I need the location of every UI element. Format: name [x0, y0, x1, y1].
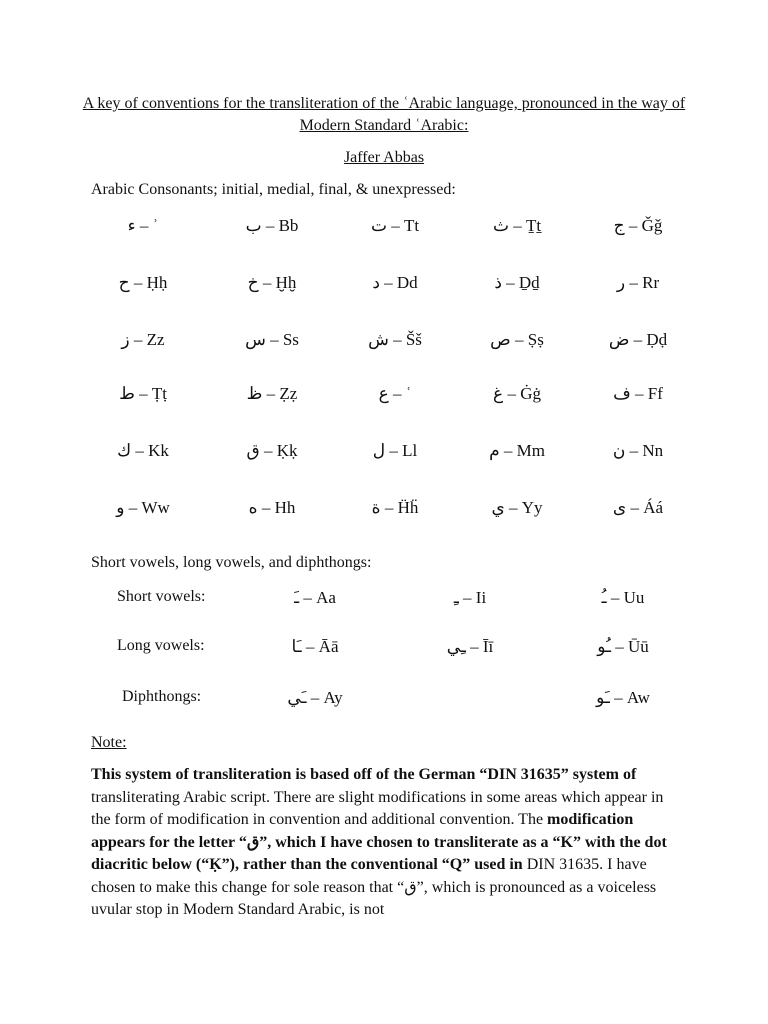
- consonant-entry: ن – Nn: [612, 441, 664, 460]
- consonant-entry: غ – Ġġ: [493, 384, 541, 403]
- consonant-entry: ر – Rr: [616, 273, 660, 292]
- note-text-bold: modification appears for the letter “ق”, which I have chosen to transliterate as a “K” with the dot diacritic below (“Ḳ”), rather than the conventional “Q” used in: [91, 811, 667, 873]
- consonant-entry: ذ – Ḏḏ: [494, 273, 540, 292]
- consonant-entry: ء – ʾ: [127, 216, 159, 235]
- consonant-entry: ث – Ṯṯ: [492, 216, 542, 235]
- consonant-entry: ب – Bb: [245, 216, 299, 235]
- consonant-entry: م – Mm: [489, 441, 545, 460]
- consonant-entry: س – Ss: [245, 330, 299, 349]
- vowel-entry: ـِي – Īī: [446, 637, 494, 656]
- consonant-entry: ط – Ṭṭ: [119, 384, 167, 403]
- author-name: Jaffer Abbas: [343, 149, 425, 166]
- consonant-entry: ج – Ǧǧ: [613, 216, 663, 235]
- consonant-entry: ل – Ll: [372, 441, 418, 460]
- vowel-entry: ـُو – Ūū: [597, 637, 649, 656]
- consonant-entry: ظ – Ẓẓ: [246, 384, 298, 403]
- consonant-entry: ع – ʿ: [378, 384, 412, 403]
- consonant-entry: ح – Ḥḥ: [118, 273, 168, 292]
- consonant-entry: ض – Ḍḍ: [608, 330, 668, 349]
- consonant-entry: ه – Hh: [248, 498, 296, 517]
- note-text-bold: This system of transliteration is based off of the German “DIN 31635” system of: [91, 766, 637, 783]
- consonant-entry: د – Dd: [372, 273, 418, 292]
- consonant-entry: ت – Tt: [370, 216, 420, 235]
- consonant-entry: ف – Ff: [613, 384, 663, 403]
- consonant-entry: ك – Kk: [117, 441, 169, 460]
- vowel-entry: ـِ – Ii: [453, 588, 487, 607]
- consonants-heading: Arabic Consonants; initial, medial, final, & unexpressed:: [91, 181, 456, 198]
- consonant-entry: ة – Ḧḧ: [371, 498, 419, 517]
- consonant-entry: ز – Zz: [121, 330, 165, 349]
- note-label: Note:: [91, 734, 127, 751]
- note-text: DIN 31635. I have chosen to make this change for sole reason that “ق”, which is pronounced as a voiceless uvular stop in Modern Standard Arabic, is not: [91, 856, 657, 918]
- vowel-entry: ـُ – Uu: [601, 588, 645, 607]
- consonant-entry: خ – Ḫḫ: [247, 273, 297, 292]
- note-text: transliterating Arabic script. There are slight modifications in some areas which appear in the form of modification in convention and additional convention. The: [91, 788, 664, 828]
- consonant-entry: ش – Šš: [368, 330, 422, 349]
- consonant-entry: ق – Ḳḳ: [246, 441, 298, 460]
- consonant-entry: ص – Ṣṣ: [490, 330, 544, 349]
- vowel-entry: ـَو – Aw: [596, 688, 650, 707]
- note-paragraph: [91, 764, 681, 922]
- vowels-heading: Short vowels, long vowels, and diphthongs:: [91, 554, 372, 571]
- long-vowels-label: Long vowels:: [117, 637, 205, 654]
- vowel-entry: ـَي – Ay: [287, 688, 343, 707]
- page-title: A key of conventions for the transliteration of the ʿArabic language, pronounced in the way of Modern Standard ʿArabic:: [82, 95, 686, 134]
- diphthongs-label: Diphthongs:: [122, 688, 202, 705]
- consonant-entry: ي – Yy: [491, 498, 543, 517]
- vowel-entry: ـَا – Āā: [291, 637, 339, 656]
- consonant-entry: ى – Áá: [612, 498, 664, 517]
- consonant-entry: و – Ww: [116, 498, 170, 517]
- vowel-entry: ـَ – Aa: [294, 588, 336, 607]
- short-vowels-label: Short vowels:: [117, 588, 206, 605]
